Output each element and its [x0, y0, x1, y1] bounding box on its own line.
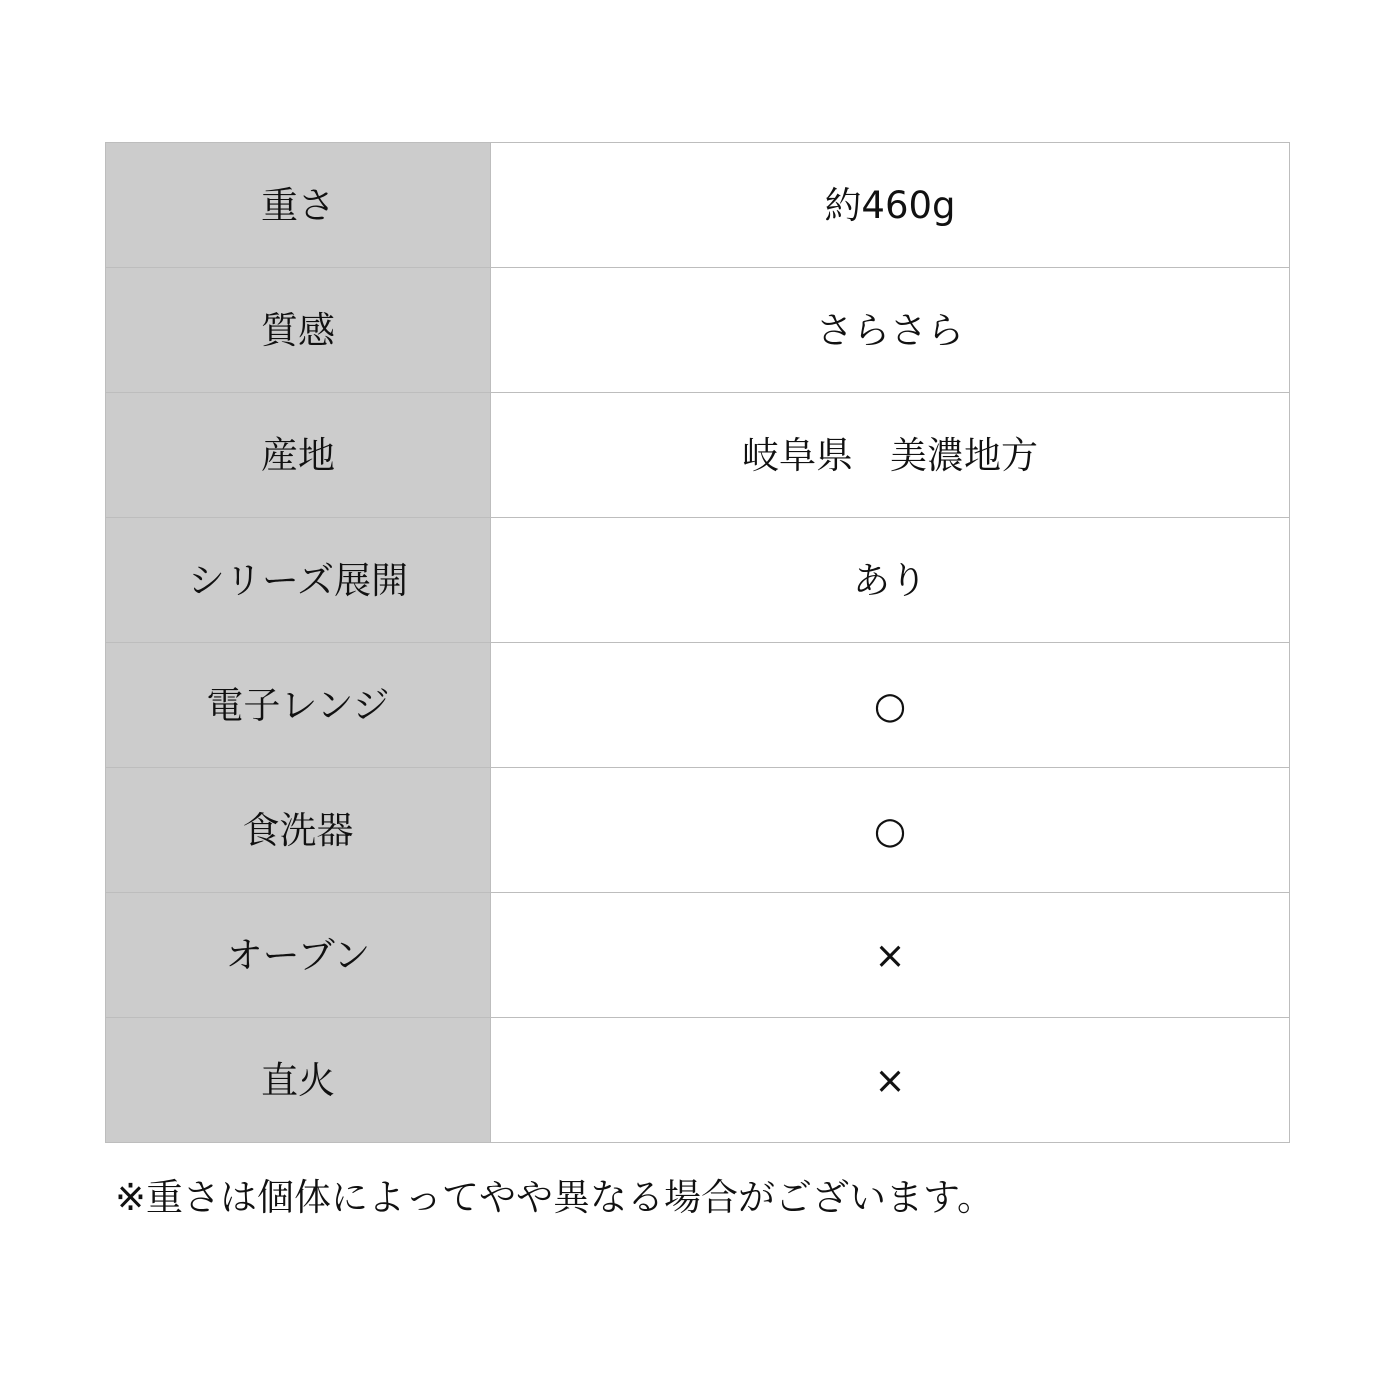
- table-row: [106, 893, 1290, 1018]
- row-label-dishwasher: 食洗器: [106, 768, 491, 893]
- row-label-weight: 重さ: [106, 143, 491, 268]
- row-label-microwave: 電子レンジ: [106, 643, 491, 768]
- footnote: ※重さは個体によってやや異なる場合がございます。: [115, 1176, 995, 1219]
- row-label-texture: 質感: [106, 268, 491, 393]
- row-value-dishwasher: ○: [491, 768, 1290, 893]
- row-value-origin: 岐阜県 美濃地方: [491, 393, 1290, 518]
- row-value-oven: ×: [491, 893, 1290, 1018]
- table-row: [106, 643, 1290, 768]
- table-row: [106, 268, 1290, 393]
- row-label-oven: オーブン: [106, 893, 491, 1018]
- table-row: [106, 143, 1290, 268]
- row-label-origin: 産地: [106, 393, 491, 518]
- spec-table: [105, 142, 1290, 1143]
- row-value-texture: さらさら: [491, 268, 1290, 393]
- row-value-series: あり: [491, 518, 1290, 643]
- row-value-weight: 約460g: [491, 143, 1290, 268]
- table-row: [106, 393, 1290, 518]
- row-label-direct-fire: 直火: [106, 1018, 491, 1143]
- table-row: [106, 518, 1290, 643]
- row-value-microwave: ○: [491, 643, 1290, 768]
- table-row: [106, 1018, 1290, 1143]
- row-value-direct-fire: ×: [491, 1018, 1290, 1143]
- table-row: [106, 768, 1290, 893]
- row-label-series: シリーズ展開: [106, 518, 491, 643]
